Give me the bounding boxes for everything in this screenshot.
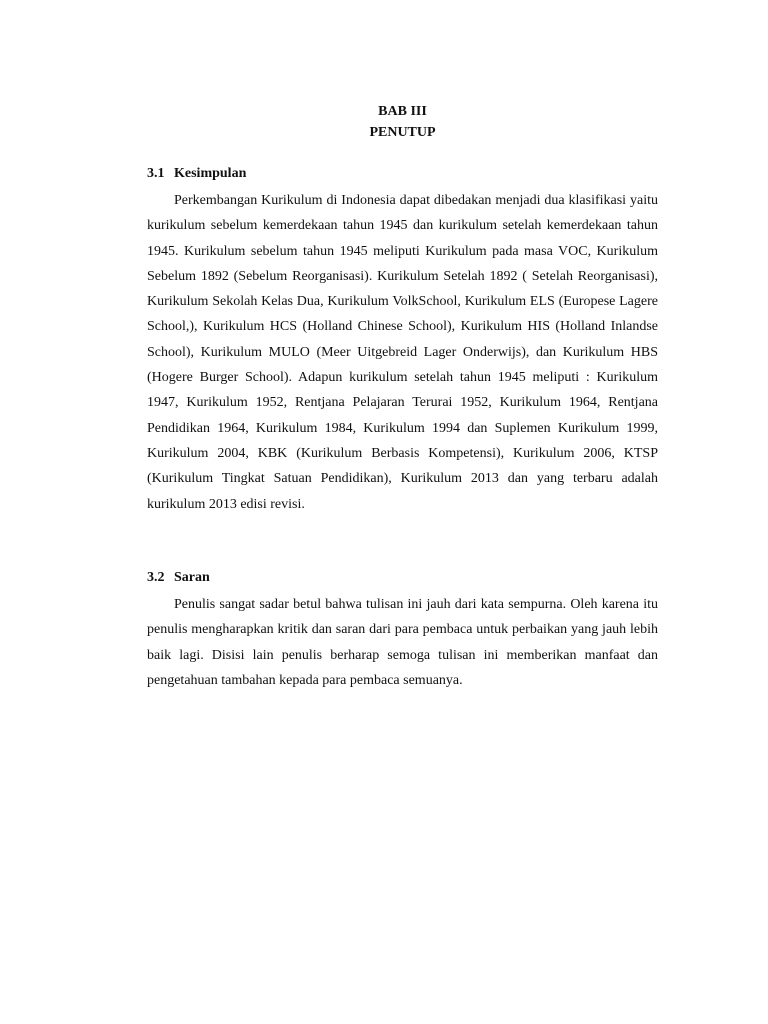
- chapter-heading-block: [147, 101, 658, 143]
- section-saran: [147, 568, 658, 693]
- section-title: [147, 164, 658, 184]
- section-kesimpulan: [147, 164, 658, 517]
- section-title-text: Kesimpulan: [174, 166, 247, 181]
- section-number: 3.1: [147, 166, 165, 181]
- section-title: [147, 568, 658, 588]
- section-paragraph: Penulis sangat sadar betul bahwa tulisan ini jauh dari kata sempurna. Oleh karena itu penulis mengharapkan kritik dan saran dari para pembaca untuk perbaikan yang jauh lebih baik lagi. Disisi lain penulis berharap semoga tulisan ini memberikan manfaat dan pengetahuan tambahan kepada para pembaca semuanya.: [147, 597, 658, 688]
- chapter-number: BAB III: [378, 104, 427, 119]
- chapter-heading: [147, 101, 658, 143]
- section-title-text: Saran: [174, 570, 210, 585]
- section-number: 3.2: [147, 570, 165, 585]
- section-paragraph: Perkembangan Kurikulum di Indonesia dapat dibedakan menjadi dua klasifikasi yaitu kurikulum sebelum kemerdekaan tahun 1945 dan kurikulum setelah kemerdekaan tahun 1945. Kurikulum sebelum tahun 1945 meliputi Kurikulum pada masa VOC, Kurikulum Sebelum 1892 (Sebelum Reorganisasi). Kurikulum Setelah 1892 ( Setelah Reorganisasi), Kurikulum Sekolah Kelas Dua, Kurikulum VolkSchool, Kurikulum ELS (Europese Lagere School,), Kurikulum HCS (Holland Chinese School), Kurikulum HIS (Holland Inlandse School), Kurikulum MULO (Meer Uitgebreid Lager Onderwijs), dan Kurikulum HBS (Hogere Burger School). Adapun kurikulum setelah tahun 1945 meliputi : Kurikulum 1947, Kurikulum 1952, Rentjana Pelajaran Terurai 1952, Kurikulum 1964, Rentjana Pendidikan 1964, Kurikulum 1984, Kurikulum 1994 dan Suplemen Kurikulum 1999, Kurikulum 2004, KBK (Kurikulum Berbasis Kompetensi), Kurikulum 2006, KTSP (Kurikulum Tingkat Satuan Pendidikan), Kurikulum 2013 dan yang terbaru adalah kurikulum 2013 edisi revisi.: [147, 193, 658, 512]
- chapter-title: PENUTUP: [369, 125, 436, 140]
